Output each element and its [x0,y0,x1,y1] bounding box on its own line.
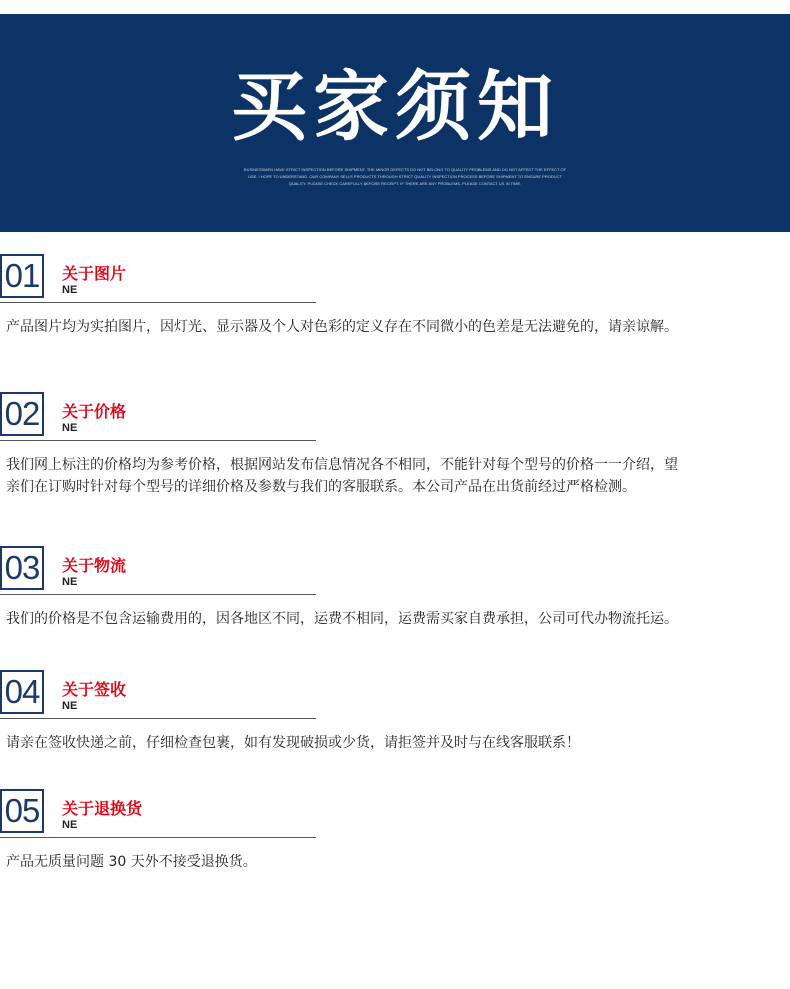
section-tag: NE [62,819,78,831]
section-body: 我们网上标注的价格均为参考价格，根据网站发布信息情况各不相同，不能针对每个型号的价格一一介绍，望亲们在订购时针对每个型号的详细价格及参数与我们的客服联系。本公司产品在出货前经过严格检测。 [6,457,678,495]
section-number: 02 [0,392,44,436]
section-title: 关于签收 [62,680,127,699]
section-body: 请亲在签收快递之前，仔细检查包裹，如有发现破损或少货，请拒签并及时与在线客服联系！ [6,735,580,751]
section-tag: NE [62,422,78,434]
section-body: 产品图片均为实拍图片，因灯光、显示器及个人对色彩的定义存在不同微小的色差是无法避免的，请亲谅解。 [6,319,678,335]
banner-title: 买家须知 [231,62,559,151]
section-title: 关于图片 [62,264,127,283]
section-title: 关于物流 [62,556,127,575]
section-number: 04 [0,670,44,714]
section-divider [0,837,316,838]
section-divider [0,302,316,303]
section-tag: NE [62,284,78,296]
section-number: 03 [0,546,44,590]
section-body: 我们的价格是不包含运输费用的，因各地区不同，运费不相同，运费需买家自费承担，公司可代办物流托运。 [6,611,678,627]
top-strip [0,0,790,14]
banner-subtitle: BUSINESSMEN HAVE STRICT INSPECTION BEFORE SHIPMENT. THE MINOR DEFECTS DO NOT BELONG TO QUALITY PROBLEMS AND DO NOT AFFECT THE EFFECT OF USE. I HOPE TO UNDERSTAND. OUR COMPANY SELLS PRODUCTS THROUGH STRICT QUALITY INSPECTION PROCESS BEFORE SHIPMENT TO ENSURE PRODUCT QUALITY. PLEASE CHECK CAREFULLY BEFORE RECEIPT. IF THERE ARE ANY PROBLEMS, PLEASE CONTACT US IN TIME. [243,167,567,186]
section-divider [0,594,316,595]
section-number: 01 [0,254,44,298]
header-banner [0,14,790,232]
section-title: 关于退换货 [62,799,143,818]
section-tag: NE [62,576,78,588]
section-divider [0,718,316,719]
section-tag: NE [62,700,78,712]
section-divider [0,440,316,441]
section-number: 05 [0,789,44,833]
section-body: 产品无质量问题 30 天外不接受退换货。 [6,854,257,870]
section-title: 关于价格 [62,402,127,421]
